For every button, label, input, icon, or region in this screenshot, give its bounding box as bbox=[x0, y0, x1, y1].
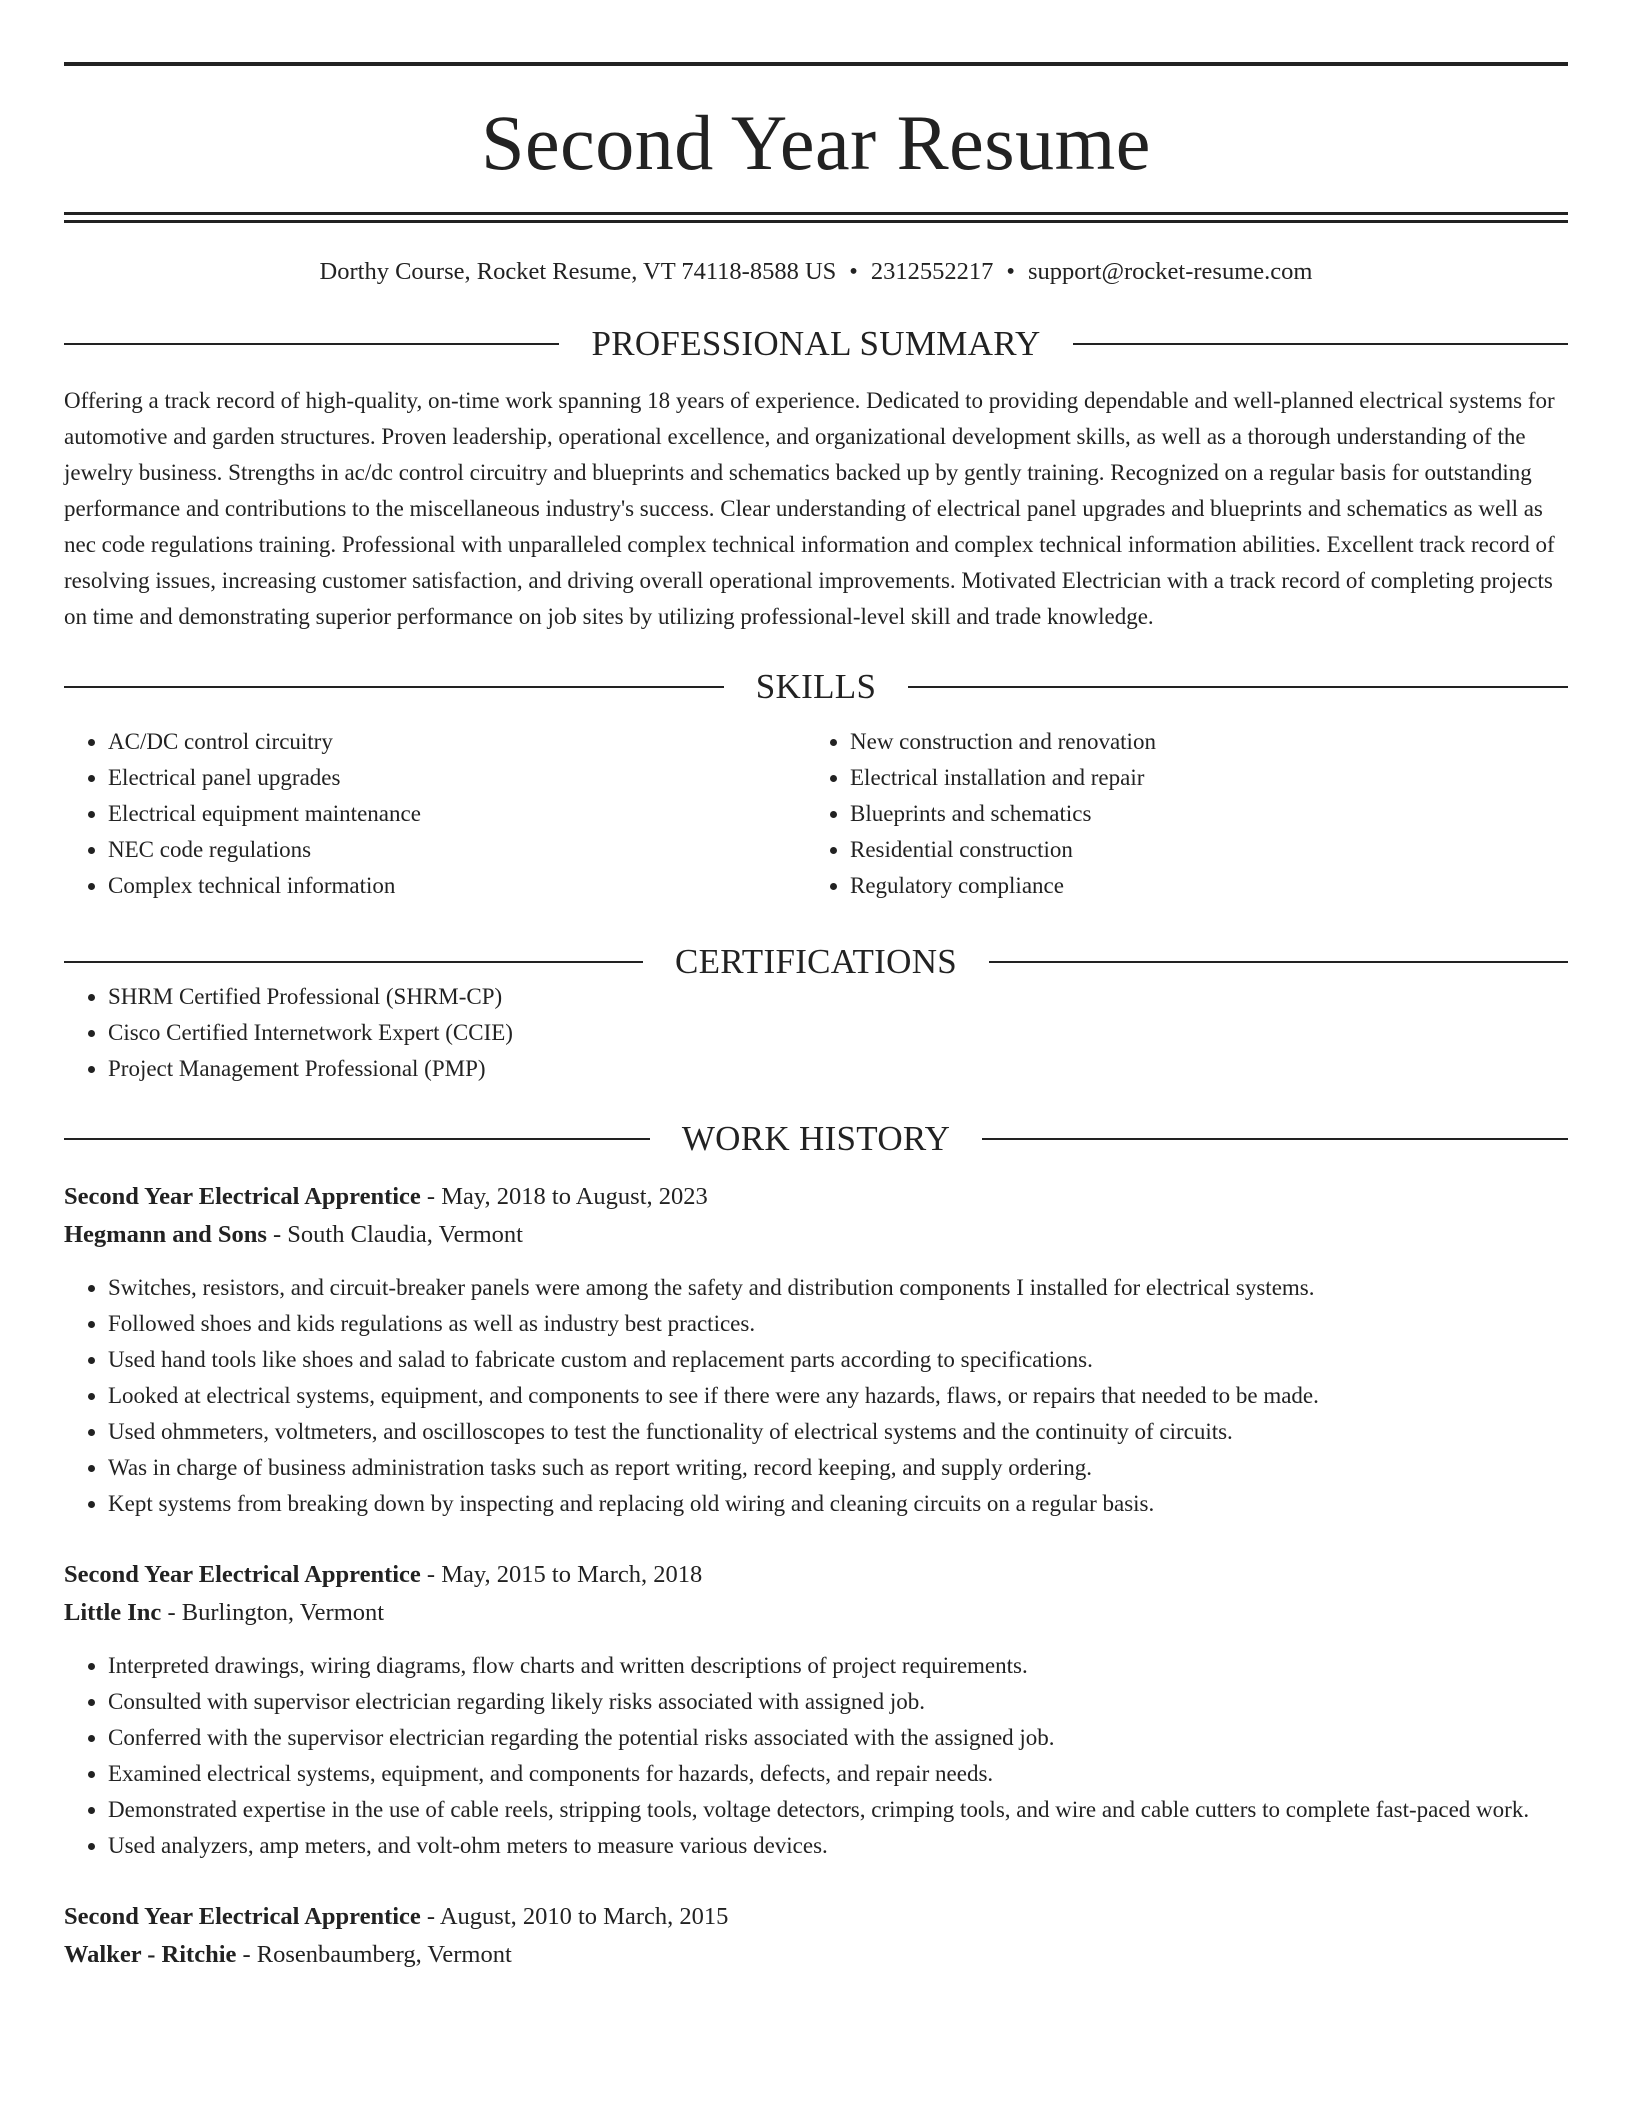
title-double-rule bbox=[64, 212, 1568, 223]
skill-item: • Electrical installation and repair bbox=[850, 760, 1548, 796]
summary-section-header bbox=[64, 324, 1568, 364]
job-bullet: • Used analyzers, amp meters, and volt-ohm meters to measure various devices. bbox=[108, 1828, 1568, 1864]
job-bullet: • Conferred with the supervisor electrician regarding the potential risks associated with the assigned job. bbox=[108, 1720, 1568, 1756]
job-bullet: • Used hand tools like shoes and salad to fabricate custom and replacement parts according to specifications. bbox=[108, 1342, 1568, 1378]
job-bullets bbox=[64, 1270, 1568, 1522]
job-dates: - May, 2015 to March, 2018 bbox=[420, 1561, 703, 1589]
skill-item: • NEC code regulations bbox=[108, 832, 806, 868]
job-title: Second Year Electrical Apprentice bbox=[64, 1183, 421, 1211]
job-title: Second Year Electrical Apprentice bbox=[64, 1561, 421, 1589]
job-location: - Burlington, Vermont bbox=[161, 1599, 385, 1627]
skill-item: • AC/DC control circuitry bbox=[108, 724, 806, 760]
job-company: Walker - Ritchie bbox=[64, 1941, 237, 1969]
job-bullet: • Followed shoes and kids regulations as well as industry best practices. bbox=[108, 1306, 1568, 1342]
divider bbox=[64, 961, 643, 963]
job-bullet: • Looked at electrical systems, equipment, and components to see if there were any hazards, flaws, or repairs that needed to be made. bbox=[108, 1378, 1568, 1414]
job-entry bbox=[64, 1178, 1568, 1522]
skills-list-left bbox=[64, 724, 806, 904]
job-bullet: • Was in charge of business administration tasks such as report writing, record keeping, and supply ordering. bbox=[108, 1450, 1568, 1486]
certifications-heading: CERTIFICATIONS bbox=[674, 942, 958, 982]
job-bullet: • Interpreted drawings, wiring diagrams, flow charts and written descriptions of project requirements. bbox=[108, 1648, 1568, 1684]
top-rule bbox=[64, 62, 1568, 66]
contact-separator: • bbox=[1006, 258, 1015, 285]
job-bullets bbox=[64, 1648, 1568, 1864]
certification-item: • Project Management Professional (PMP) bbox=[108, 1051, 1568, 1087]
contact-separator: • bbox=[849, 258, 858, 285]
skill-item: • Complex technical information bbox=[108, 868, 806, 904]
job-bullet: • Consulted with supervisor electrician regarding likely risks associated with assigned job. bbox=[108, 1684, 1568, 1720]
certifications-list bbox=[64, 979, 1568, 1087]
contact-address: Dorthy Course, Rocket Resume, VT 74118-8588 US bbox=[319, 258, 837, 285]
job-entry bbox=[64, 1556, 1568, 1864]
divider bbox=[1073, 343, 1568, 345]
job-dates: - August, 2010 to March, 2015 bbox=[420, 1903, 729, 1931]
skills-column-right bbox=[806, 724, 1548, 904]
skill-item: • Regulatory compliance bbox=[850, 868, 1548, 904]
summary-text: Offering a track record of high-quality, on-time work spanning 18 years of experience. Dedicated to providing dependable and well-planned electrical systems for automotive and garden structures. Proven leadership, operational excellence, and organizational development skills, as well as a thorough understanding of the jewelry business. Strengths in ac/dc control circuitry and blueprints and schematics backed up by gently training. Recognized on a regular basis for outstanding performance and contributions to the miscellaneous industry's success. Clear understanding of electrical panel upgrades and blueprints and schematics as well as nec code regulations training. Professional with unparalleled complex technical information and complex technical information abilities. Excellent track record of resolving issues, increasing customer satisfaction, and driving overall operational improvements. Motivated Electrician with a track record of completing projects on time and demonstrating superior performance on job sites by utilizing professional-level skill and trade knowledge. bbox=[64, 388, 1555, 630]
resume-title: Second Year Resume bbox=[481, 99, 1151, 186]
skill-item: • Blueprints and schematics bbox=[850, 796, 1548, 832]
job-location: - Rosenbaumberg, Vermont bbox=[236, 1941, 512, 1969]
contact-line bbox=[64, 257, 1568, 286]
work-history-heading: WORK HISTORY bbox=[681, 1119, 951, 1159]
job-title: Second Year Electrical Apprentice bbox=[64, 1903, 421, 1931]
divider bbox=[64, 1138, 650, 1140]
job-company-line bbox=[64, 1936, 1568, 1974]
skills-grid bbox=[64, 724, 1568, 904]
job-title-line bbox=[64, 1556, 1568, 1594]
job-entry bbox=[64, 1898, 1568, 1974]
divider bbox=[982, 1138, 1568, 1140]
contact-email: support@rocket-resume.com bbox=[1027, 258, 1313, 285]
job-company-line bbox=[64, 1216, 1568, 1254]
certifications-section-header bbox=[64, 942, 1568, 982]
certification-item: • SHRM Certified Professional (SHRM-CP) bbox=[108, 979, 1568, 1015]
skill-item: • Residential construction bbox=[850, 832, 1548, 868]
skills-column-left bbox=[64, 724, 806, 904]
skills-section-header bbox=[64, 667, 1568, 707]
divider bbox=[64, 343, 559, 345]
job-title-line bbox=[64, 1898, 1568, 1936]
divider bbox=[908, 686, 1568, 688]
job-company-line bbox=[64, 1594, 1568, 1632]
skills-heading: SKILLS bbox=[755, 667, 877, 707]
job-location: - South Claudia, Vermont bbox=[266, 1221, 523, 1249]
job-company: Little Inc bbox=[64, 1599, 162, 1627]
skill-item: • Electrical equipment maintenance bbox=[108, 796, 806, 832]
job-dates: - May, 2018 to August, 2023 bbox=[420, 1183, 708, 1211]
work-history-section-header bbox=[64, 1119, 1568, 1159]
job-bullet: • Demonstrated expertise in the use of cable reels, stripping tools, voltage detectors, crimping tools, and wire and cable cutters to complete fast-paced work. bbox=[108, 1792, 1568, 1828]
contact-phone: 2312552217 bbox=[870, 258, 994, 285]
resume-page bbox=[64, 0, 1568, 1974]
job-bullet: • Used ohmmeters, voltmeters, and oscilloscopes to test the functionality of electrical systems and the continuity of circuits. bbox=[108, 1414, 1568, 1450]
job-bullet: • Examined electrical systems, equipment, and components for hazards, defects, and repair needs. bbox=[108, 1756, 1568, 1792]
divider bbox=[64, 686, 724, 688]
certification-item: • Cisco Certified Internetwork Expert (CCIE) bbox=[108, 1015, 1568, 1051]
job-bullet: • Switches, resistors, and circuit-breaker panels were among the safety and distribution components I installed for electrical systems. bbox=[108, 1270, 1568, 1306]
skill-item: • New construction and renovation bbox=[850, 724, 1548, 760]
divider bbox=[989, 961, 1568, 963]
job-company: Hegmann and Sons bbox=[64, 1221, 267, 1249]
summary-heading: PROFESSIONAL SUMMARY bbox=[591, 324, 1041, 364]
skill-item: • Electrical panel upgrades bbox=[108, 760, 806, 796]
skills-list-right bbox=[806, 724, 1548, 904]
job-bullet: • Kept systems from breaking down by inspecting and replacing old wiring and cleaning circuits on a regular basis. bbox=[108, 1486, 1568, 1522]
job-title-line bbox=[64, 1178, 1568, 1216]
